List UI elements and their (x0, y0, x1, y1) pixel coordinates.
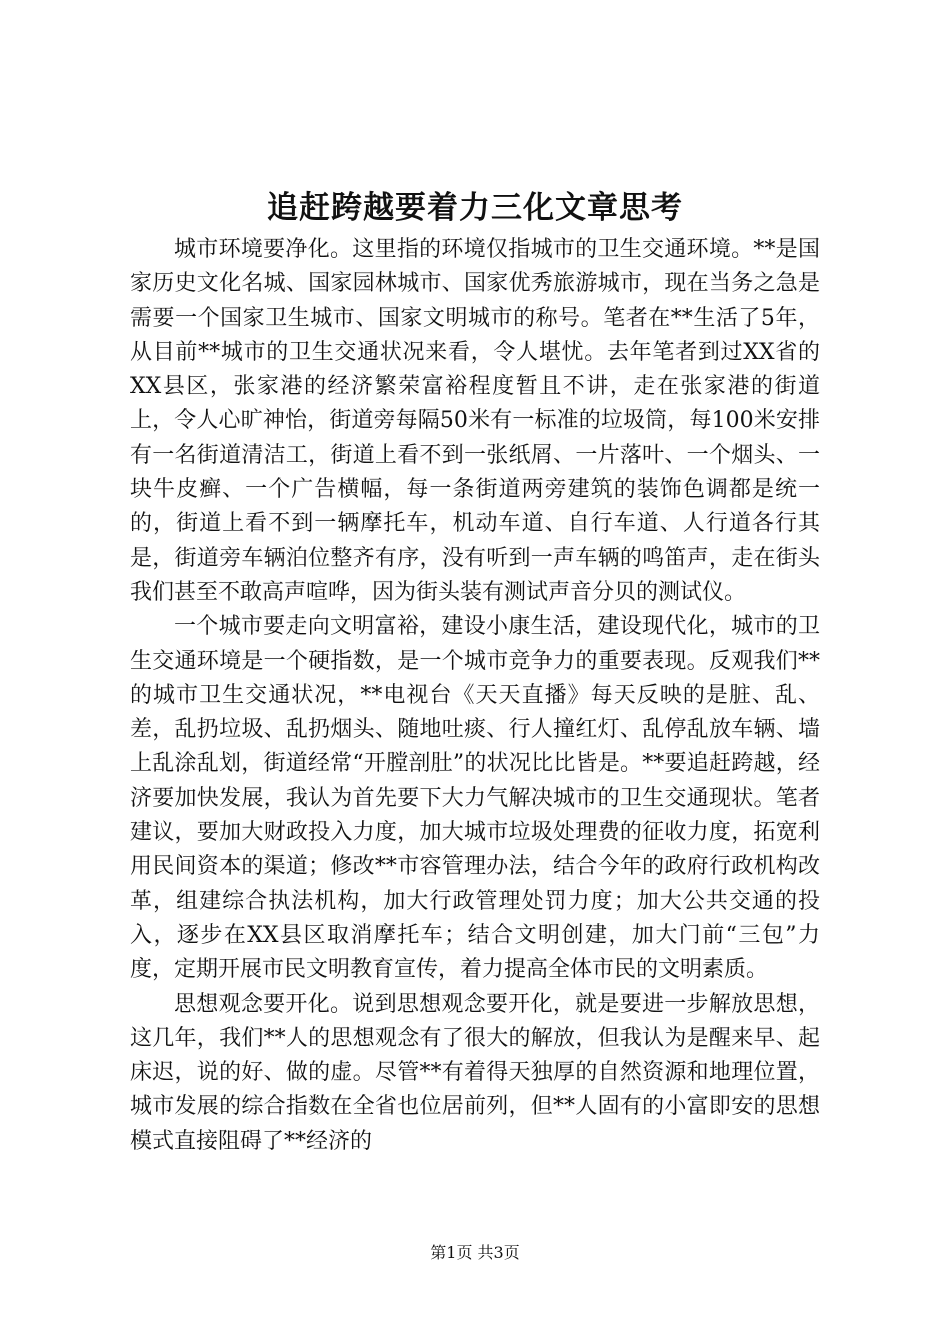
page-number-footer: 第1页 共3页 (430, 1243, 520, 1262)
paragraph-2: 一个城市要走向文明富裕，建设小康生活，建设现代化，城市的卫生交通环境是一个硬指数，是一个城市竞争力的重要表现。反观我们**的城市卫生交通状况，**电视台《天天直播》每天反映的是脏、乱、差，乱扔垃圾、乱扔烟头、随地吐痰、行人撞红灯、乱停乱放车辆、墙上乱涂乱划，街道经常“开膛剖肚”的状况比比皆是。**要追赶跨越，经济要加快发展，我认为首先要下大力气解决城市的卫生交通现状。笔者建议，要加大财政投入力度，加大城市垃圾处理费的征收力度，拓宽利用民间资本的渠道；修改**市容管理办法，结合今年的政府行政机构改革，组建综合执法机构，加大行政管理处罚力度；加大公共交通的投入，逐步在XX县区取消摩托车；结合文明创建，加大门前“三包”力度，定期开展市民文明教育宣传，着力提高全体市民的文明素质。 (130, 614, 820, 983)
paragraph-1: 城市环境要净化。这里指的环境仅指城市的卫生交通环境。**是国家历史文化名城、国家园林城市、国家优秀旅游城市，现在当务之急是需要一个国家卫生城市、国家文明城市的称号。笔者在**生活了5年，从目前**城市的卫生交通状况来看，令人堪忧。去年笔者到过XX省的XX县区，张家港的经济繁荣富裕程度暂且不讲，走在张家港的街道上，令人心旷神怡，街道旁每隔50米有一标准的垃圾筒，每100米安排有一名街道清洁工，街道上看不到一张纸屑、一片落叶、一个烟头、一块牛皮癣、一个广告横幅，每一条街道两旁建筑的装饰色调都是统一的，街道上看不到一辆摩托车，机动车道、自行车道、人行道各行其是，街道旁车辆泊位整齐有序，没有听到一声车辆的鸣笛声，走在街头我们甚至不敢高声喧哗，因为街头装有测试声音分贝的测试仪。 (130, 237, 820, 605)
page-title: 追赶跨越要着力三化文章思考 (267, 190, 683, 226)
document-body (130, 233, 820, 1159)
paragraph-3: 思想观念要开化。说到思想观念要开化，就是要进一步解放思想，这几年，我们**人的思想观念有了很大的解放，但我认为是醒来早、起床迟，说的好、做的虚。尽管**有着得天独厚的自然资源和地理位置，城市发展的综合指数在全省也位居前列，但**人固有的小富即安的思想模式直接阻碍了**经济的 (130, 991, 820, 1154)
